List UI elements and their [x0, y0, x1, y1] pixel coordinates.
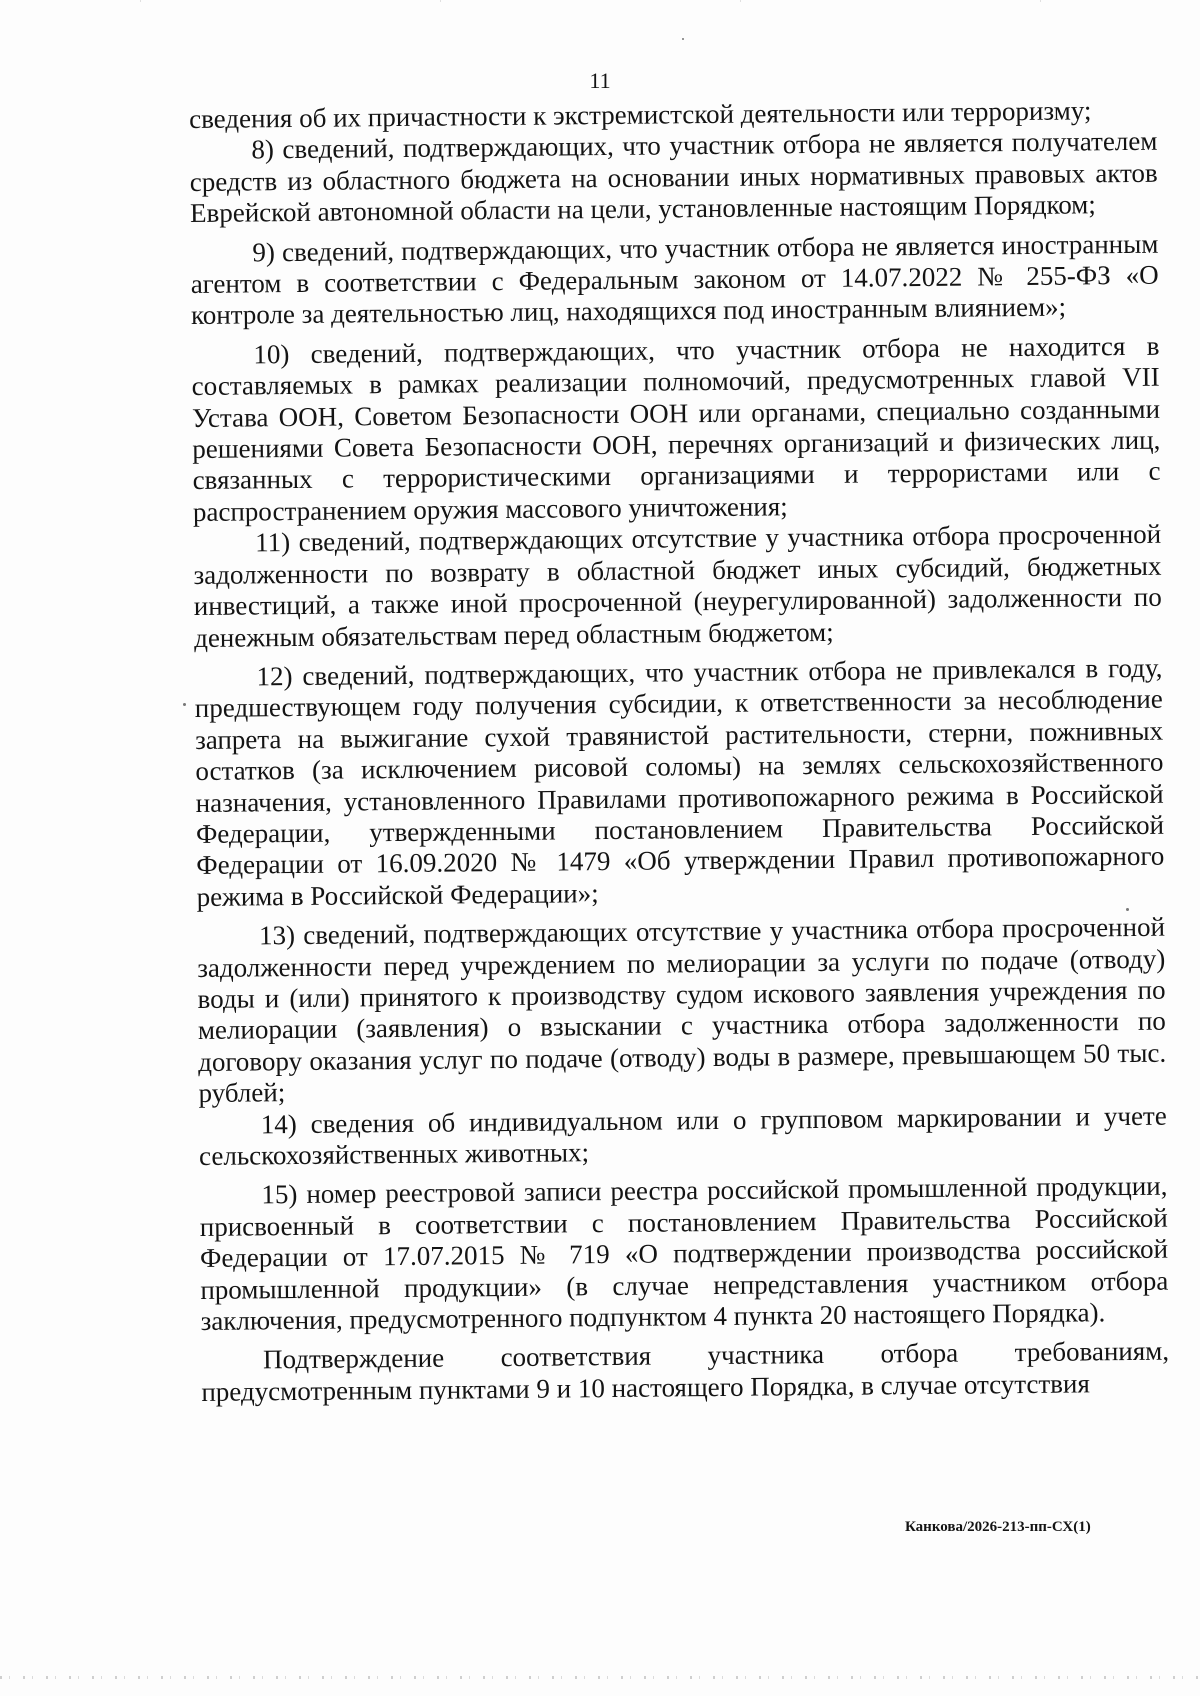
list-item-12: 12) сведений, подтверждающих, что участник отбора не привлекался в году, предшествующем году получения субсидии, к ответственности за несоблюдение запрета на выжигание сухой травянистой растительности, стерни, пожнивных остатков (за исключением рисовой соломы) на землях сельскохозяйственного назначения, установленного Правилами противопожарного режима в Российской Федерации, утвержденными постановлением Правительства Российской Федерации от 16.09.2020 № 1479 «Об утверждении Правил противопожарного режима в Российской Федерации»; [194, 652, 1165, 912]
page-number: 11 [589, 68, 611, 93]
list-item-9: 9) сведений, подтверждающих, что участник отбора не является иностранным агентом в соответствии с Федеральным законом от 14.07.2022 № 255-ФЗ «О контроле за деятельностью лиц, находящихся под иностранным влиянием»; [190, 228, 1159, 331]
scan-edge-top [0, 0, 1200, 2]
scan-speck [183, 703, 186, 706]
list-item-14: 14) сведения об индивидуальном или о групповом маркировании и учете сельскохозяйственных животных; [198, 1100, 1167, 1171]
scan-speck [1126, 908, 1129, 911]
list-item-15: 15) номер реестровой записи реестра российской промышленной продукции, присвоенный в соответствии с постановлением Правительства Российской Федерации от 17.07.2015 № 719 «О подтверждении производства российской промышленной продукции» (в случае непредставления участником отбора заключения, предусмотренного подпунктом 4 пункта 20 настоящего Порядка). [199, 1171, 1169, 1336]
paragraph-continuation: сведения об их причастности к экстремистской деятельности или терроризму; [189, 95, 1092, 134]
scan-edge-bottom [0, 1676, 1200, 1679]
list-item-13: 13) сведений, подтверждающих отсутствие у участника отбора просроченной задолженности перед учреждением по мелиорации за услуги по подаче (отводу) воды и (или) принятого к производству судом искового заявления учреждения по мелиорации (заявления) о взыскании с участника отбора задолженности по договору оказания услуг по подаче (отводу) воды в размере, превышающем 50 тыс. рублей; [197, 911, 1167, 1109]
document-code: Канкова/2026-213-пп-СХ(1) [905, 1519, 1091, 1535]
document-body [189, 95, 1169, 1408]
list-item-8: 8) сведений, подтверждающих, что участник отбора не является получателем средств из областного бюджета на основании иных нормативных правовых актов Еврейской автономной области на цели, установленные настоящим Порядком; [189, 126, 1158, 229]
closing-paragraph: Подтверждение соответствия участника отбора требованиям, предусмотренным пунктами 9 и 10 настоящего Порядка, в случае отсутствия [201, 1336, 1170, 1407]
list-item-11: 11) сведений, подтверждающих отсутствие у участника отбора просроченной задолженности по возврату в областной бюджет иных субсидий, бюджетных инвестиций, а также иной просроченной (неурегулированной) задолженности по денежным обязательствам перед областным бюджетом; [193, 518, 1162, 653]
scan-speck [682, 38, 684, 40]
list-item-10: 10) сведений, подтверждающих, что участник отбора не находится в составляемых в рамках реализации полномочий, предусмотренных главой VII Устава ООН, Советом Безопасности ООН или органами, специально созданными решениями Совета Безопасности ООН, перечнях организаций и физических лиц, связанных с террористическими организациями и террористами или с распространением оружия массового уничтожения; [191, 330, 1161, 527]
